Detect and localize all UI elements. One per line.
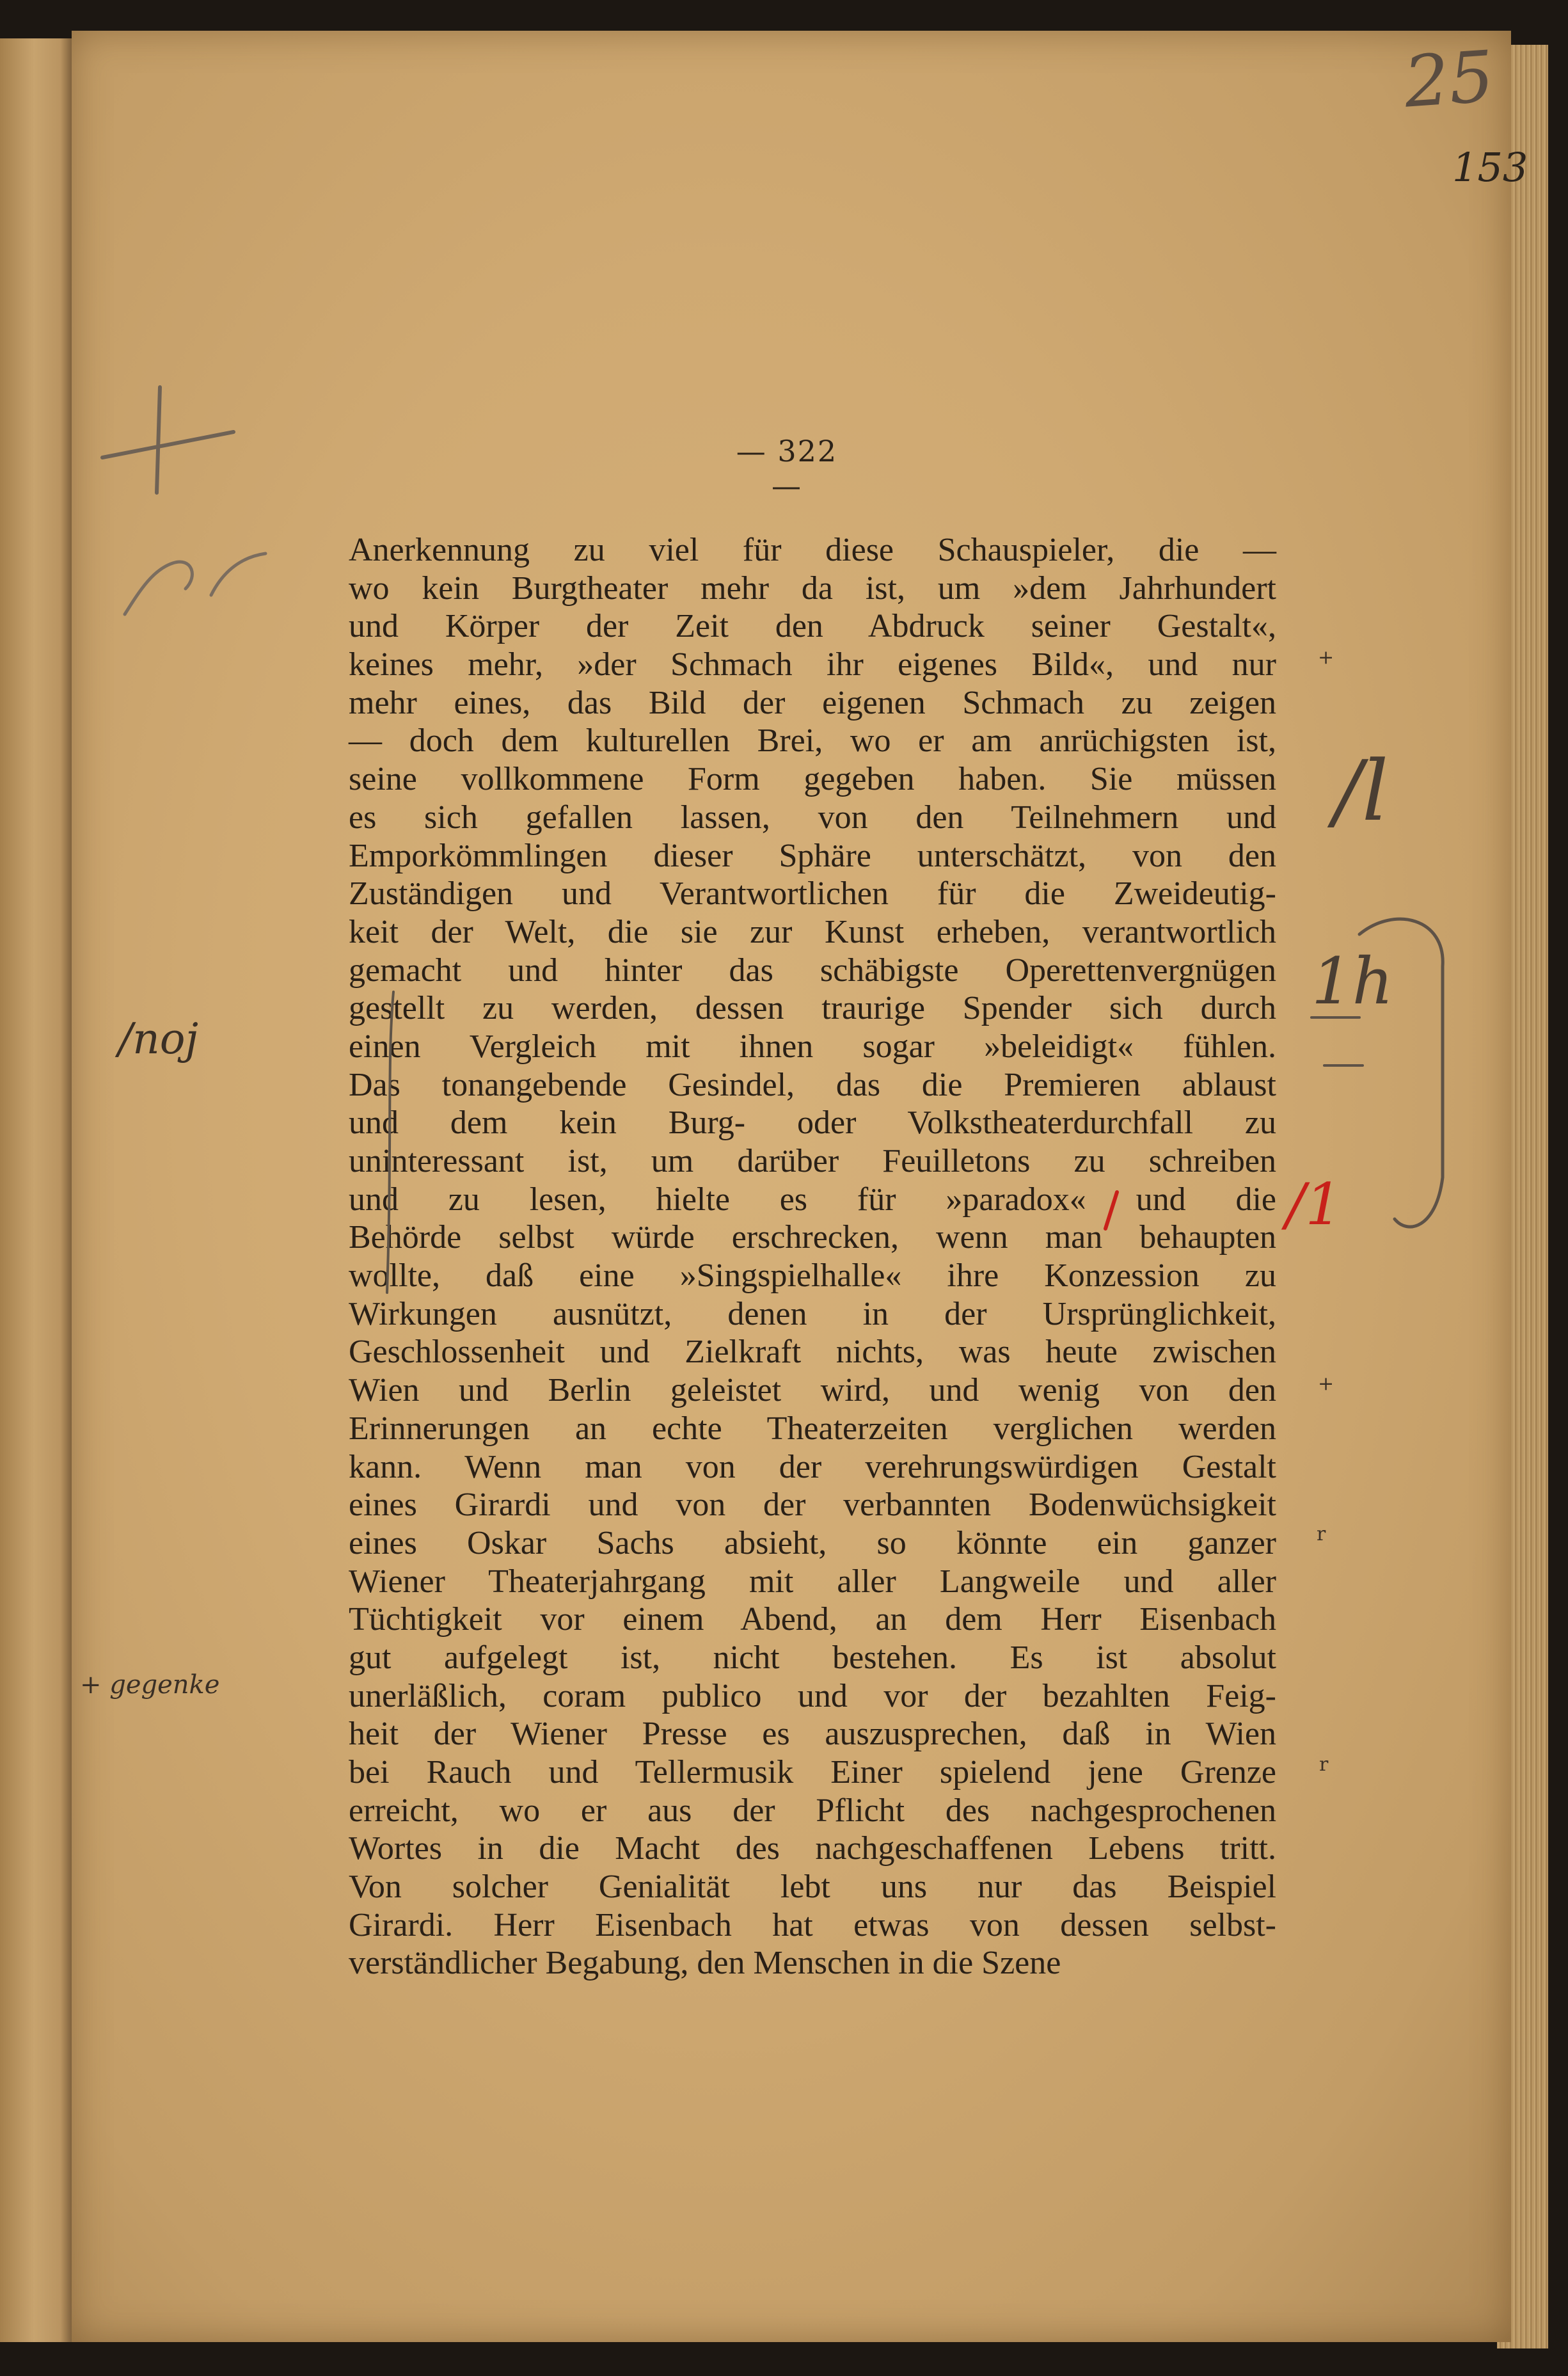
margin-note-right-1: /l (1334, 742, 1389, 840)
text-line: heit der Wiener Presse es auszusprechen, daß in Wien (349, 1716, 1276, 1753)
text-line: Girardi. Herr Eisenbach hat etwas von dessen selbst- (349, 1906, 1276, 1943)
margin-note-left-1: /noj (118, 1014, 198, 1064)
text-line: Geschlossenheit und Zielkraft nichts, was heute zwischen (349, 1334, 1276, 1371)
text-line: eines Girardi und von der verbannten Bodenwüchsigkeit (349, 1487, 1276, 1524)
text-line: Tüchtigkeit vor einem Abend, an dem Herr Eisenbach (349, 1601, 1276, 1638)
margin-tick: r (1317, 1523, 1326, 1545)
text-line: kann. Wenn man von der verehrungswürdigen Gestalt (349, 1448, 1276, 1485)
text-line: gut aufgelegt ist, nicht bestehen. Es ist absolut (349, 1639, 1276, 1676)
archive-number-25: 25 (1401, 35, 1497, 124)
text-line: wollte, daß eine »Singspielhalle« ihre Konzession zu (349, 1257, 1276, 1295)
text-line: Von solcher Genialität lebt uns nur das Beispiel (349, 1869, 1276, 1906)
text-line: — doch dem kulturellen Brei, wo er am anrüchigsten ist, (349, 722, 1276, 760)
text-line: Anerkennung zu viel für diese Schauspieler, die — (349, 532, 1276, 568)
text-line: Wien und Berlin geleistet wird, und wenig von den (349, 1372, 1276, 1409)
text-line: und Körper der Zeit den Abdruck seiner Gestalt«, (349, 608, 1276, 645)
text-line: keines mehr, »der Schmach ihr eigenes Bild«, und nur (349, 646, 1276, 683)
margin-tick: r (1319, 1753, 1329, 1776)
text-line: uninteressant ist, um darüber Feuilletons zu schreiben (349, 1143, 1276, 1179)
text-line: keit der Welt, die sie zur Kunst erheben, verantwortlich (349, 913, 1276, 950)
margin-note-right-2: 1h (1311, 944, 1394, 1019)
text-line: seine vollkommene Form gegeben haben. Sie müssen (349, 761, 1276, 798)
margin-note-left-2: + gegenke (80, 1670, 220, 1700)
text-line: und dem kein Burg- oder Volkstheaterdurchfall zu (349, 1104, 1276, 1142)
pencil-cross-mark (96, 378, 243, 506)
pencil-scribble-mark (115, 518, 281, 627)
text-line: es sich gefallen lassen, von den Teilnehmern und (349, 799, 1276, 836)
text-line: Emporkömmlingen dieser Sphäre unterschätzt, von den (349, 837, 1276, 874)
text-line: einen Vergleich mit ihnen sogar »beleidigt« fühlen. (349, 1028, 1276, 1065)
text-line: und zu lesen, hielte es für »paradox« und die (349, 1181, 1276, 1218)
text-line: Erinnerungen an echte Theaterzeiten verglichen werden (349, 1410, 1276, 1447)
text-line: Behörde selbst würde erschrecken, wenn man behaupten (349, 1219, 1276, 1256)
text-line: bei Rauch und Tellermusik Einer spielend jene Grenze (349, 1754, 1276, 1790)
page-body-text (349, 531, 1276, 1982)
text-line: erreicht, wo er aus der Pflicht des nachgesprochenen (349, 1792, 1276, 1829)
archive-number-153: 153 (1452, 144, 1528, 191)
pencil-bracket-mark (1299, 896, 1465, 1254)
text-line: wo kein Burgtheater mehr da ist, um »dem Jahrhundert (349, 570, 1276, 607)
text-line: Zuständigen und Verantwortlichen für die Zweideutig- (349, 875, 1276, 913)
text-line: Wortes in die Macht des nachgeschaffenen Lebens tritt. (349, 1830, 1276, 1867)
margin-tick: + (1318, 646, 1334, 669)
text-line: unerläßlich, coram publico und vor der bezahlten Feig- (349, 1677, 1276, 1714)
text-line: Wirkungen ausnützt, denen in der Ursprünglichkeit, (349, 1295, 1276, 1332)
text-line: Wiener Theaterjahrgang mit aller Langweile und aller (349, 1563, 1276, 1600)
pencil-vertical-line (368, 985, 406, 1305)
text-line: gemacht und hinter das schäbigste Operettenvergnügen (349, 952, 1276, 989)
text-line: mehr eines, das Bild der eigenen Schmach zu zeigen (349, 684, 1276, 721)
text-line: verständlicher Begabung, den Menschen in die Szene (349, 1945, 1061, 1982)
text-line: gestellt zu werden, dessen traurige Spender sich durch (349, 990, 1276, 1027)
margin-tick: + (1318, 1373, 1334, 1395)
page-number: — 322 — (736, 434, 838, 503)
facing-page-edge (0, 38, 75, 2342)
margin-note-right-red: /1 (1286, 1171, 1342, 1238)
text-line: Das tonangebende Gesindel, das die Premieren ablaust (349, 1066, 1276, 1103)
text-line: eines Oskar Sachs absieht, so könnte ein ganzer (349, 1524, 1276, 1561)
